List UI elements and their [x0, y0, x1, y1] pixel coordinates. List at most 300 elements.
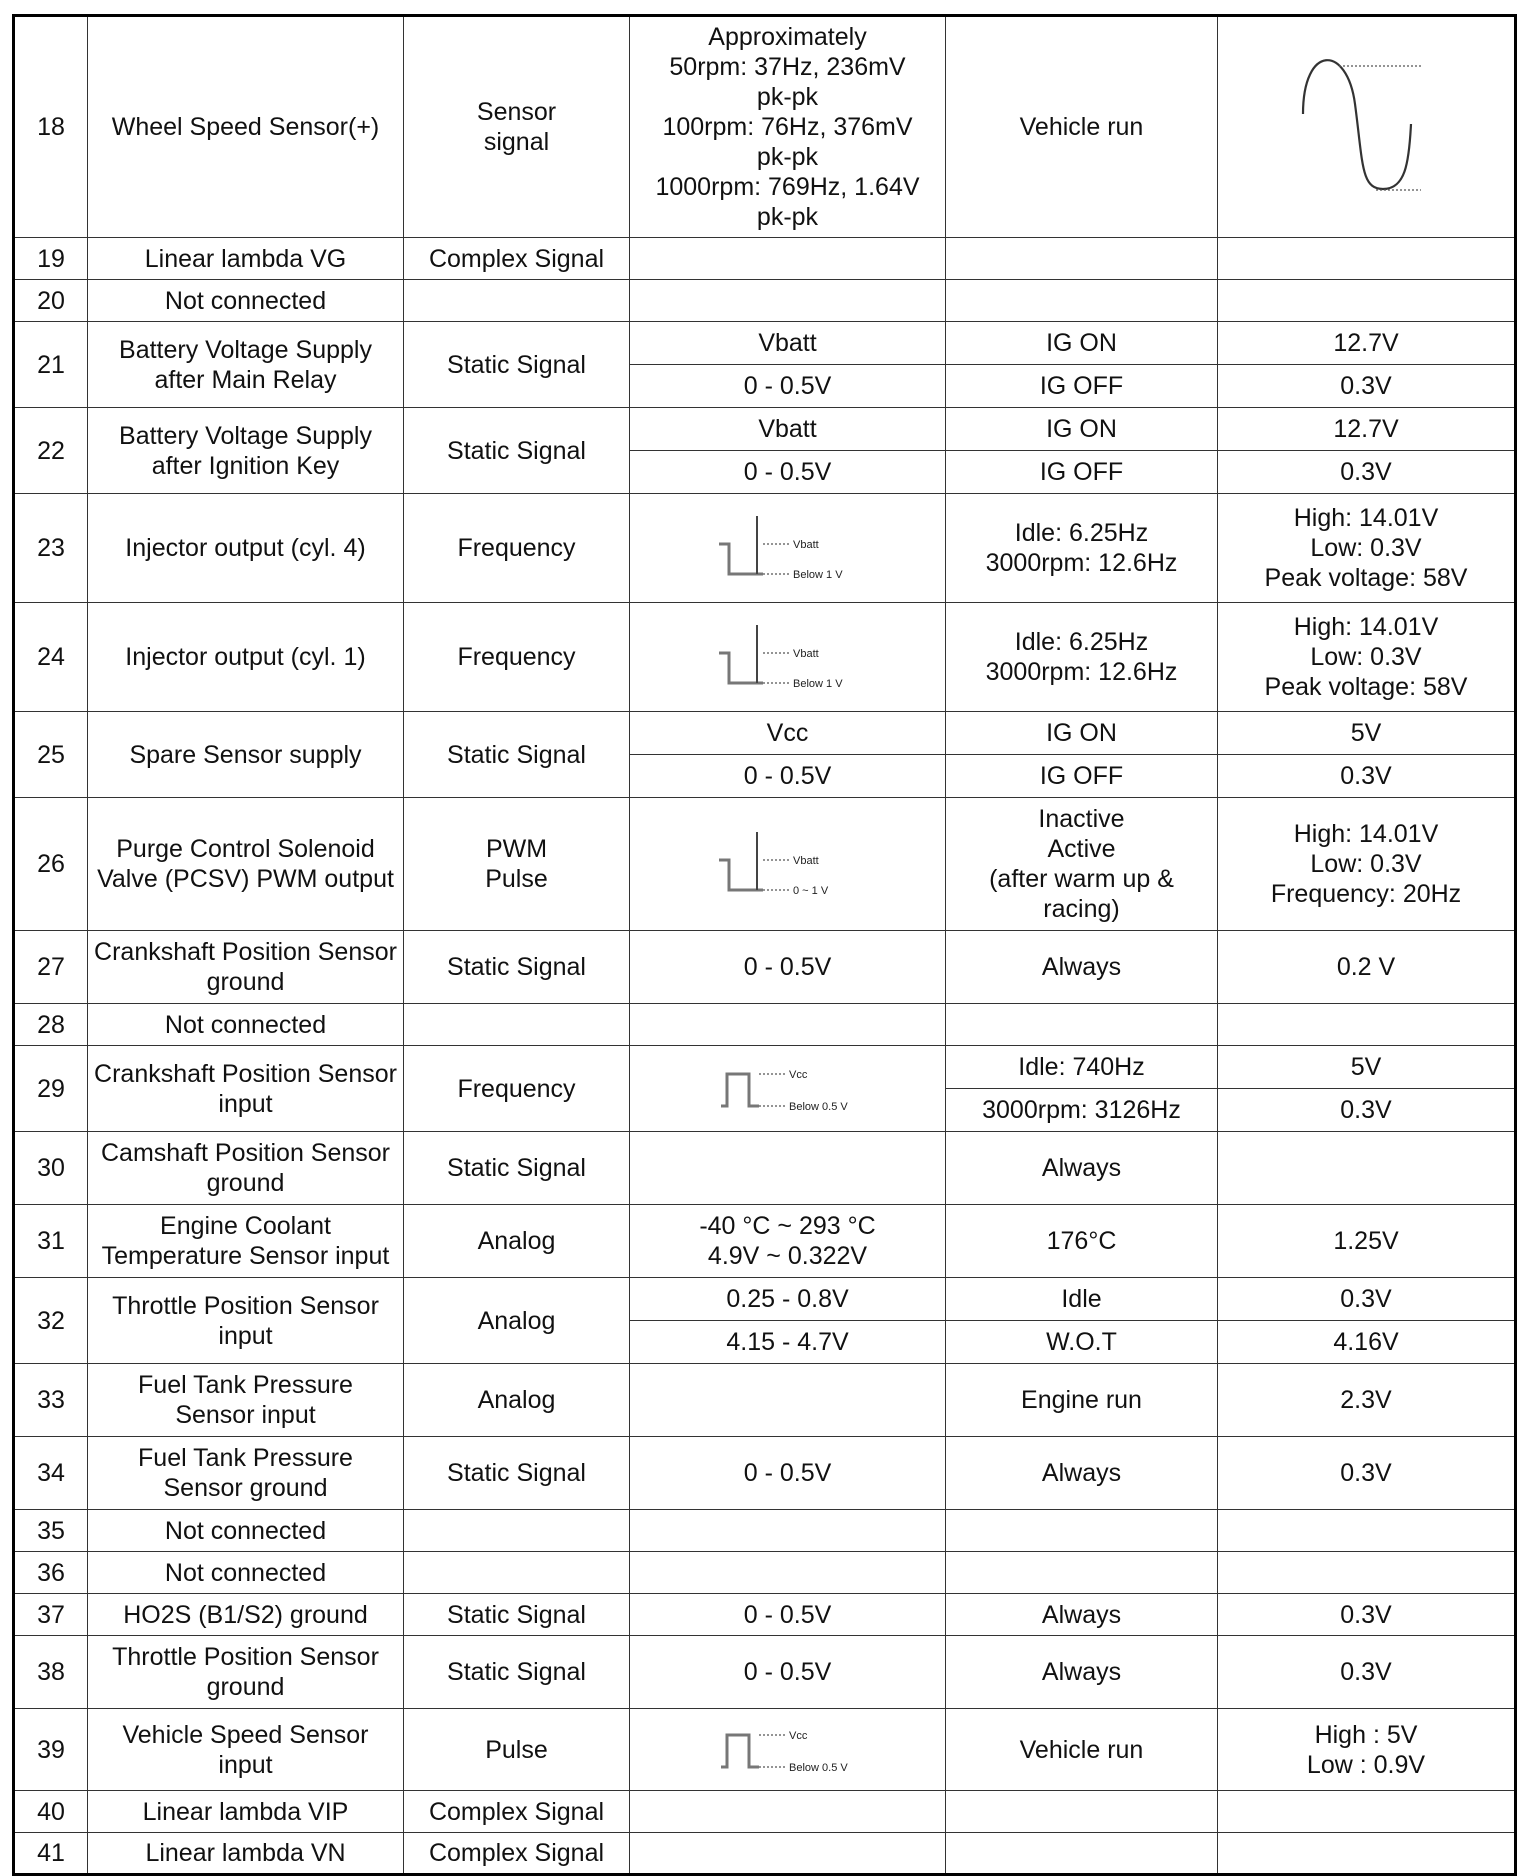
waveform-level-label: Below 0.5 V	[788, 1762, 848, 1774]
pin-description	[88, 1833, 404, 1875]
test-condition-line: (after warm up &	[989, 865, 1174, 893]
table-row	[14, 1709, 1516, 1791]
pin-description-line: Not connected	[164, 1558, 327, 1587]
signal-type-line: Pulse	[485, 1735, 548, 1764]
table-row	[14, 1791, 1516, 1833]
signal-type-line: signal	[483, 128, 550, 156]
pin-description	[88, 931, 404, 1004]
signal-type-line: Static Signal	[447, 1600, 586, 1629]
waveform-cell	[630, 603, 946, 712]
expected-value	[1218, 238, 1516, 280]
pin-signal-table	[12, 14, 1517, 1876]
signal-type-line: Complex Signal	[428, 1839, 605, 1867]
test-condition	[946, 1833, 1218, 1875]
expected-value-subrow: 0.3V	[1218, 754, 1514, 797]
signal-type-line: Static Signal	[447, 740, 586, 769]
signal-type	[404, 1004, 630, 1046]
expected-value	[1218, 1004, 1516, 1046]
test-condition	[946, 408, 1218, 494]
condition	[630, 1791, 946, 1833]
condition	[630, 1364, 946, 1437]
test-condition-subrow: 3000rpm: 3126Hz	[946, 1088, 1217, 1131]
table-row	[14, 1552, 1516, 1594]
pin-description-line: Not connected	[164, 1516, 327, 1545]
pin-description-line: Sensor ground	[163, 1474, 328, 1502]
condition-line: 0 - 0.5V	[743, 1459, 832, 1487]
signal-type	[404, 1132, 630, 1205]
pin-description	[88, 238, 404, 280]
pin-description-line: Battery Voltage Supply	[119, 335, 372, 364]
expected-value-line: 0.3V	[1340, 1658, 1392, 1686]
table-row	[14, 1132, 1516, 1205]
pin-description-line: Not connected	[164, 1010, 327, 1039]
table-row	[14, 1046, 1516, 1132]
pin-number: 25	[14, 712, 88, 798]
waveform-cell	[630, 1046, 946, 1132]
test-condition	[946, 603, 1218, 712]
pin-number: 41	[14, 1833, 88, 1875]
pin-description-line: Not connected	[164, 286, 327, 315]
table-row	[14, 322, 1516, 408]
condition-line: Approximately	[708, 23, 867, 51]
expected-value-line: Low: 0.3V	[1310, 534, 1422, 562]
table-row	[14, 931, 1516, 1004]
test-condition	[946, 1709, 1218, 1791]
signal-type	[404, 1552, 630, 1594]
sine-waveform-graphic	[1291, 54, 1441, 194]
expected-value-subrow: 0.3V	[1218, 1088, 1514, 1131]
pin-number: 32	[14, 1278, 88, 1364]
test-condition	[946, 1364, 1218, 1437]
signal-type	[404, 280, 630, 322]
test-condition-line: Always	[1041, 1154, 1122, 1182]
test-condition-subrow: Idle	[1061, 1285, 1102, 1313]
test-condition	[946, 1046, 1218, 1132]
test-condition-line: racing)	[1043, 895, 1120, 923]
signal-type	[404, 494, 630, 603]
signal-type	[404, 238, 630, 280]
pin-number: 26	[14, 798, 88, 931]
expected-value-subrow: 12.7V	[1333, 415, 1399, 443]
expected-value	[1218, 712, 1516, 798]
pin-description-line: Sensor input	[175, 1401, 316, 1429]
waveform-cell	[630, 494, 946, 603]
pin-description-line: Linear lambda VN	[145, 1839, 346, 1867]
table-row	[14, 1833, 1516, 1875]
pin-number: 21	[14, 322, 88, 408]
waveform-level-label: Vbatt	[792, 854, 819, 867]
test-condition-line: Idle: 6.25Hz	[1014, 519, 1149, 547]
expected-value-line: High: 14.01V	[1293, 820, 1439, 848]
signal-type-line: Sensor	[476, 98, 557, 126]
test-condition-line: Inactive	[1038, 805, 1125, 833]
pin-description-line: ground	[206, 1673, 285, 1701]
waveform-level-label: 0 ~ 1 V	[792, 884, 828, 897]
condition-line: 50rpm: 37Hz, 236mV	[669, 53, 906, 81]
condition-line: pk-pk	[756, 143, 819, 171]
signal-type	[404, 322, 630, 408]
waveform-graphic	[713, 1709, 863, 1783]
table-row	[14, 1205, 1516, 1278]
signal-type-line: Analog	[477, 1227, 556, 1255]
test-condition-subrow: IG OFF	[946, 364, 1217, 407]
condition	[630, 1278, 946, 1364]
condition-subrow: 0 - 0.5V	[630, 754, 945, 797]
signal-type	[404, 798, 630, 931]
signal-type-line: Static Signal	[447, 350, 586, 379]
expected-value-subrow: 0.3V	[1218, 364, 1514, 407]
pin-description-line: ground	[206, 1169, 285, 1197]
condition-line: 1000rpm: 769Hz, 1.64V	[655, 173, 920, 201]
test-condition	[946, 1437, 1218, 1510]
pin-description-line: Linear lambda VG	[144, 244, 347, 273]
waveform-graphic	[713, 508, 863, 582]
pin-description	[88, 1510, 404, 1552]
pin-description-line: after Main Relay	[154, 365, 337, 394]
pin-description-line: Valve (PCSV) PWM output	[97, 865, 394, 893]
signal-type-line: Static Signal	[447, 436, 586, 465]
expected-value-subrow: 4.16V	[1218, 1320, 1514, 1363]
sine-trace	[1303, 60, 1411, 189]
waveform-level-label: Vcc	[788, 1069, 807, 1081]
signal-type	[404, 603, 630, 712]
condition-line: pk-pk	[756, 203, 819, 231]
test-condition	[946, 322, 1218, 408]
condition-line: pk-pk	[756, 83, 819, 111]
test-condition	[946, 1636, 1218, 1709]
condition-subrow: Vbatt	[758, 415, 817, 443]
pin-description	[88, 1132, 404, 1205]
pin-number: 19	[14, 238, 88, 280]
test-condition-line: Vehicle run	[1019, 1735, 1144, 1764]
signal-type	[404, 1510, 630, 1552]
waveform-cell	[630, 1709, 946, 1791]
pin-description-line: Battery Voltage Supply	[119, 421, 372, 450]
pin-description	[88, 1552, 404, 1594]
expected-value	[1218, 1791, 1516, 1833]
pin-description	[88, 1046, 404, 1132]
pin-description	[88, 408, 404, 494]
condition-subrow: 0 - 0.5V	[630, 364, 945, 407]
condition-line: 0 - 0.5V	[743, 1658, 832, 1686]
waveform-graphic	[713, 617, 863, 691]
test-condition-line: Idle: 6.25Hz	[1014, 628, 1149, 656]
pin-description	[88, 1636, 404, 1709]
pin-number: 39	[14, 1709, 88, 1791]
test-condition-line: 3000rpm: 12.6Hz	[985, 549, 1178, 577]
expected-value	[1218, 1510, 1516, 1552]
pin-description-line: Injector output (cyl. 4)	[125, 534, 366, 562]
expected-value-line: 0.3V	[1340, 1459, 1392, 1487]
expected-value	[1218, 603, 1516, 712]
condition	[630, 1510, 946, 1552]
expected-value-line: High: 14.01V	[1293, 613, 1439, 641]
expected-value-subrow: 5V	[1350, 719, 1382, 747]
table-row	[14, 494, 1516, 603]
table-row	[14, 238, 1516, 280]
pin-number: 20	[14, 280, 88, 322]
table-row	[14, 1437, 1516, 1510]
condition	[630, 16, 946, 238]
expected-value-line: High : 5V	[1314, 1720, 1418, 1749]
waveform-graphic	[713, 824, 863, 898]
test-condition-line: Always	[1041, 1658, 1122, 1686]
pin-number: 31	[14, 1205, 88, 1278]
pin-description	[88, 1278, 404, 1364]
expected-value-line: 0.3V	[1340, 1600, 1392, 1629]
condition-subrow: 0 - 0.5V	[630, 450, 945, 493]
pin-number: 36	[14, 1552, 88, 1594]
expected-value-line: Low: 0.3V	[1310, 643, 1422, 671]
pin-description	[88, 1709, 404, 1791]
waveform-level-label: Below 1 V	[792, 677, 843, 690]
test-condition	[946, 1594, 1218, 1636]
pin-description	[88, 1594, 404, 1636]
pin-description	[88, 603, 404, 712]
table-row	[14, 280, 1516, 322]
condition	[630, 1437, 946, 1510]
signal-type-line: Static Signal	[447, 953, 586, 981]
pin-description-line: HO2S (B1/S2) ground	[123, 1600, 368, 1629]
condition	[630, 1205, 946, 1278]
test-condition-line: Vehicle run	[1019, 113, 1144, 141]
waveform-level-label: Vbatt	[792, 538, 819, 551]
waveform-level-label: Vbatt	[792, 647, 819, 660]
test-condition-subrow: IG OFF	[946, 450, 1217, 493]
signal-type-line: Frequency	[457, 534, 576, 562]
test-condition	[946, 1791, 1218, 1833]
expected-value	[1218, 931, 1516, 1004]
signal-type	[404, 16, 630, 238]
pin-number: 38	[14, 1636, 88, 1709]
waveform-trace	[721, 1735, 759, 1767]
expected-value	[1218, 1709, 1516, 1791]
waveform-cell	[1218, 16, 1516, 238]
test-condition	[946, 1510, 1218, 1552]
pin-description	[88, 1791, 404, 1833]
signal-type	[404, 408, 630, 494]
signal-type	[404, 1636, 630, 1709]
pin-number: 40	[14, 1791, 88, 1833]
test-condition	[946, 238, 1218, 280]
pin-description	[88, 1364, 404, 1437]
expected-value-subrow: 12.7V	[1333, 329, 1399, 357]
pin-description	[88, 322, 404, 408]
condition	[630, 408, 946, 494]
waveform-trace	[721, 1074, 759, 1106]
expected-value-line: Peak voltage: 58V	[1264, 564, 1468, 592]
expected-value	[1218, 1636, 1516, 1709]
test-condition-line: Always	[1041, 953, 1122, 981]
expected-value	[1218, 1594, 1516, 1636]
signal-type-line: Pulse	[485, 865, 548, 893]
test-condition-line: 176°C	[1046, 1227, 1117, 1255]
pin-number: 35	[14, 1510, 88, 1552]
test-condition-line: Always	[1041, 1600, 1122, 1629]
pin-description-line: Temperature Sensor input	[101, 1242, 390, 1270]
table-row	[14, 1636, 1516, 1709]
pin-description-line: input	[218, 1089, 273, 1118]
pin-number: 29	[14, 1046, 88, 1132]
expected-value	[1218, 494, 1516, 603]
condition	[630, 238, 946, 280]
expected-value-subrow: 0.3V	[1218, 450, 1514, 493]
condition-line: 0 - 0.5V	[743, 1600, 832, 1629]
pin-number: 34	[14, 1437, 88, 1510]
pin-number: 27	[14, 931, 88, 1004]
test-condition	[946, 1552, 1218, 1594]
signal-type	[404, 1594, 630, 1636]
pin-number: 33	[14, 1364, 88, 1437]
table-row	[14, 408, 1516, 494]
signal-type	[404, 1046, 630, 1132]
expected-value-line: Peak voltage: 58V	[1264, 673, 1468, 701]
test-condition-subrow: Idle: 740Hz	[1018, 1053, 1145, 1081]
condition-line: -40 °C ~ 293 °C	[699, 1212, 876, 1240]
signal-type-line: Analog	[477, 1386, 556, 1414]
condition-line: 4.9V ~ 0.322V	[707, 1242, 868, 1270]
condition-subrow: 0.25 - 0.8V	[726, 1285, 849, 1313]
signal-type-line: Frequency	[457, 1074, 576, 1103]
condition-line: 100rpm: 76Hz, 376mV	[662, 113, 913, 141]
test-condition	[946, 16, 1218, 238]
signal-type	[404, 1791, 630, 1833]
pin-description	[88, 1205, 404, 1278]
pin-description-line: Vehicle Speed Sensor	[122, 1720, 369, 1749]
pin-description	[88, 16, 404, 238]
waveform-graphic	[713, 1048, 863, 1122]
test-condition-subrow: IG OFF	[946, 754, 1217, 797]
expected-value-subrow: 5V	[1350, 1053, 1382, 1081]
waveform-cell	[630, 798, 946, 931]
test-condition	[946, 1132, 1218, 1205]
condition	[630, 1594, 946, 1636]
test-condition	[946, 798, 1218, 931]
pin-description	[88, 494, 404, 603]
signal-type	[404, 1833, 630, 1875]
pin-number: 18	[14, 16, 88, 238]
pin-description-line: Injector output (cyl. 1)	[125, 643, 366, 671]
expected-value	[1218, 1364, 1516, 1437]
table-row	[14, 1004, 1516, 1046]
pin-description-line: Throttle Position Sensor	[112, 1291, 379, 1320]
condition	[630, 1552, 946, 1594]
condition	[630, 322, 946, 408]
pin-description	[88, 280, 404, 322]
expected-value	[1218, 1046, 1516, 1132]
waveform-level-label: Vcc	[788, 1730, 807, 1742]
test-condition-subrow: IG ON	[1046, 719, 1117, 747]
condition	[630, 1833, 946, 1875]
expected-value	[1218, 1833, 1516, 1875]
pin-description-line: Wheel Speed Sensor(+)	[111, 113, 380, 141]
condition	[630, 280, 946, 322]
table-row	[14, 798, 1516, 931]
pin-description-line: Throttle Position Sensor	[112, 1643, 379, 1671]
pin-description-line: input	[218, 1321, 273, 1350]
test-condition-subrow: IG ON	[1046, 415, 1117, 443]
test-condition-line: Always	[1041, 1459, 1122, 1487]
pin-number: 30	[14, 1132, 88, 1205]
pin-description-line: Spare Sensor supply	[129, 740, 362, 769]
pin-description-line: Camshaft Position Sensor	[100, 1139, 391, 1167]
test-condition	[946, 1205, 1218, 1278]
pin-number: 22	[14, 408, 88, 494]
pin-number: 24	[14, 603, 88, 712]
pin-description-line: Purge Control Solenoid	[116, 835, 375, 863]
expected-value	[1218, 1205, 1516, 1278]
test-condition	[946, 494, 1218, 603]
expected-value-line: High: 14.01V	[1293, 504, 1439, 532]
pin-number: 23	[14, 494, 88, 603]
expected-value	[1218, 280, 1516, 322]
table-row	[14, 603, 1516, 712]
table-row	[14, 1594, 1516, 1636]
pin-description-line: ground	[206, 968, 285, 996]
signal-type	[404, 1364, 630, 1437]
test-condition	[946, 280, 1218, 322]
signal-type-line: Frequency	[457, 643, 576, 671]
condition-line: 0 - 0.5V	[743, 953, 832, 981]
test-condition-line: 3000rpm: 12.6Hz	[985, 658, 1178, 686]
signal-type	[404, 931, 630, 1004]
pin-description-line: Linear lambda VIP	[142, 1797, 349, 1826]
test-condition	[946, 1004, 1218, 1046]
condition-subrow: Vbatt	[758, 329, 817, 357]
pin-description-line: Crankshaft Position Sensor	[94, 938, 397, 966]
condition	[630, 931, 946, 1004]
test-condition	[946, 712, 1218, 798]
signal-type	[404, 1205, 630, 1278]
expected-value-line: Low : 0.9V	[1306, 1750, 1426, 1779]
table-row	[14, 1278, 1516, 1364]
signal-type-line: Static Signal	[447, 1154, 586, 1182]
table-body	[14, 16, 1516, 1875]
signal-type-line: PWM	[485, 835, 548, 863]
signal-type-line: Analog	[477, 1306, 556, 1335]
expected-value-line: Low: 0.3V	[1310, 850, 1422, 878]
condition	[630, 712, 946, 798]
expected-value	[1218, 1552, 1516, 1594]
table-row	[14, 16, 1516, 238]
pin-description-line: input	[218, 1750, 273, 1779]
expected-value-subrow: 0.3V	[1340, 1285, 1392, 1313]
condition	[630, 1636, 946, 1709]
signal-type	[404, 712, 630, 798]
pin-description-line: Fuel Tank Pressure	[138, 1444, 353, 1472]
expected-value	[1218, 1278, 1516, 1364]
test-condition-subrow: IG ON	[1046, 329, 1117, 357]
signal-type	[404, 1437, 630, 1510]
pin-description	[88, 712, 404, 798]
pin-description-line: Fuel Tank Pressure	[138, 1371, 353, 1399]
test-condition-line: Active	[1047, 835, 1116, 863]
expected-value	[1218, 1437, 1516, 1510]
expected-value	[1218, 408, 1516, 494]
test-condition-line: Engine run	[1021, 1386, 1142, 1414]
pin-description-line: Crankshaft Position Sensor	[94, 1059, 397, 1088]
condition-subrow: Vcc	[766, 719, 809, 747]
pin-description	[88, 1437, 404, 1510]
expected-value-line: 2.3V	[1340, 1386, 1392, 1414]
expected-value-line: Frequency: 20Hz	[1270, 880, 1462, 908]
pin-description	[88, 798, 404, 931]
expected-value	[1218, 798, 1516, 931]
pin-description-line: after Ignition Key	[151, 451, 340, 480]
test-condition	[946, 1278, 1218, 1364]
table-row	[14, 712, 1516, 798]
signal-type-line: Static Signal	[447, 1658, 586, 1686]
